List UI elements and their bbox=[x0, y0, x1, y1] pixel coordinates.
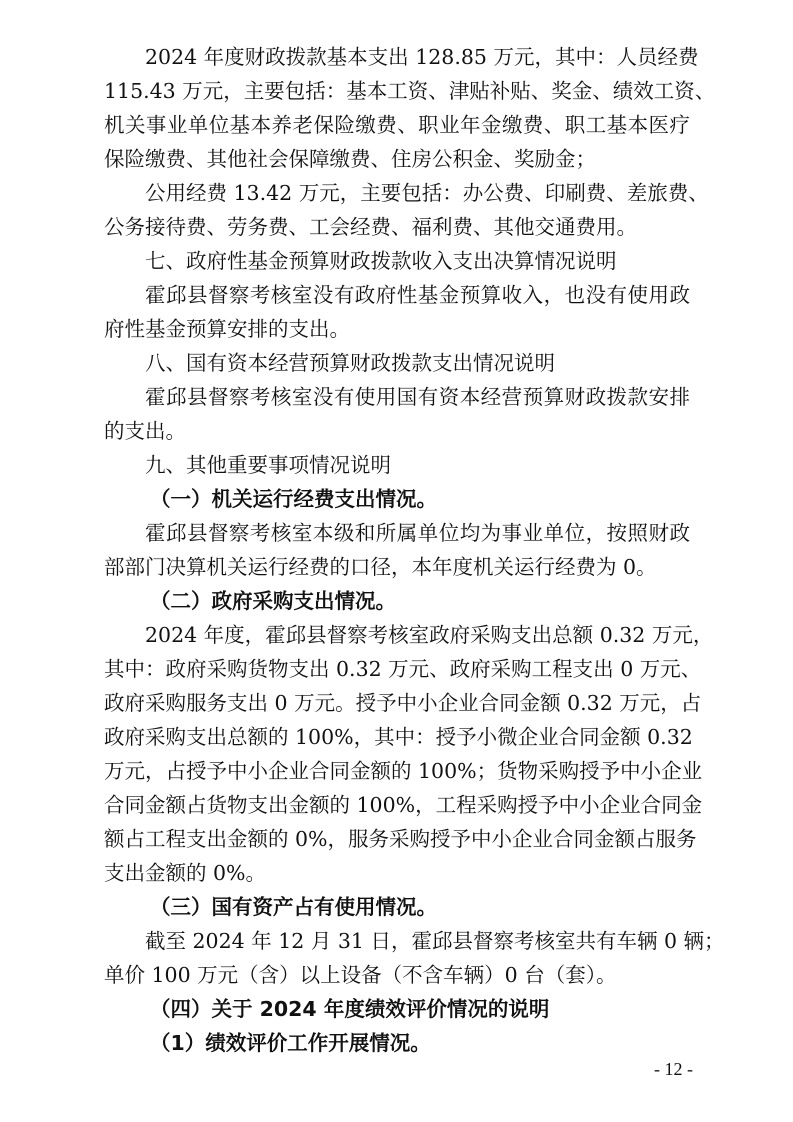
text-line: 府性基金预算安排的支出。 bbox=[104, 317, 350, 341]
subsection-heading: （1）绩效评价工作开展情况。 bbox=[150, 1031, 431, 1055]
text-line: 其中：政府采购货物支出 0.32 万元、政府采购工程支出 0 万元、 bbox=[104, 657, 702, 681]
text-line: 政府采购服务支出 0 万元。授予中小企业合同金额 0.32 万元，占 bbox=[104, 691, 702, 715]
text-line: 的支出。 bbox=[104, 419, 186, 443]
text-line: 合同金额占货物支出金额的 100%，工程采购授予中小企业合同金 bbox=[104, 793, 703, 817]
subsection-heading: （一）机关运行经费支出情况。 bbox=[150, 487, 437, 511]
text-line: 万元，占授予中小企业合同金额的 100%；货物采购授予中小企业 bbox=[104, 759, 703, 783]
text-line: 保险缴费、其他社会保障缴费、住房公积金、奖励金； bbox=[104, 147, 596, 171]
subsection-heading: （三）国有资产占有使用情况。 bbox=[150, 895, 437, 919]
text-line: 单价 100 万元（含）以上设备（不含车辆）0 台（套）。 bbox=[104, 963, 617, 987]
text-line: 霍邱县督察考核室没有使用国有资本经营预算财政拨款安排 bbox=[145, 385, 690, 409]
text-line: 公务接待费、劳务费、工会经费、福利费、其他交通费用。 bbox=[104, 215, 637, 239]
section-heading: 八、国有资本经营预算财政拨款支出情况说明 bbox=[145, 351, 555, 375]
text-line: 霍邱县督察考核室本级和所属单位均为事业单位，按照财政 bbox=[145, 521, 690, 545]
subsection-heading: （二）政府采购支出情况。 bbox=[150, 589, 396, 613]
text-line: 额占工程支出金额的 0%，服务采购授予中小企业合同金额占服务 bbox=[104, 827, 697, 851]
text-line: 部部门决算机关运行经费的口径，本年度机关运行经费为 0。 bbox=[104, 555, 657, 579]
text-line: 支出金额的 0%。 bbox=[104, 861, 267, 885]
text-line: 政府采购支出总额的 100%，其中：授予小微企业合同金额 0.32 bbox=[104, 725, 693, 749]
section-heading: 九、其他重要事项情况说明 bbox=[145, 453, 391, 477]
text-line: 截至 2024 年 12 月 31 日，霍邱县督察考核室共有车辆 0 辆； bbox=[145, 929, 725, 953]
text-line: 公用经费 13.42 万元，主要包括：办公费、印刷费、差旅费、 bbox=[145, 181, 709, 205]
text-line: 2024 年度，霍邱县督察考核室政府采购支出总额 0.32 万元， bbox=[145, 623, 714, 647]
text-line: 115.43 万元，主要包括：基本工资、津贴补贴、奖金、绩效工资、 bbox=[104, 79, 716, 103]
page-number: - 12 - bbox=[654, 1059, 693, 1079]
subsection-heading: （四）关于 2024 年度绩效评价情况的说明 bbox=[150, 997, 550, 1021]
section-heading: 七、政府性基金预算财政拨款收入支出决算情况说明 bbox=[145, 249, 617, 273]
text-line: 机关事业单位基本养老保险缴费、职业年金缴费、职工基本医疗 bbox=[104, 113, 690, 137]
text-line: 2024 年度财政拨款基本支出 128.85 万元，其中：人员经费 bbox=[145, 45, 699, 69]
text-line: 霍邱县督察考核室没有政府性基金预算收入，也没有使用政 bbox=[145, 283, 690, 307]
